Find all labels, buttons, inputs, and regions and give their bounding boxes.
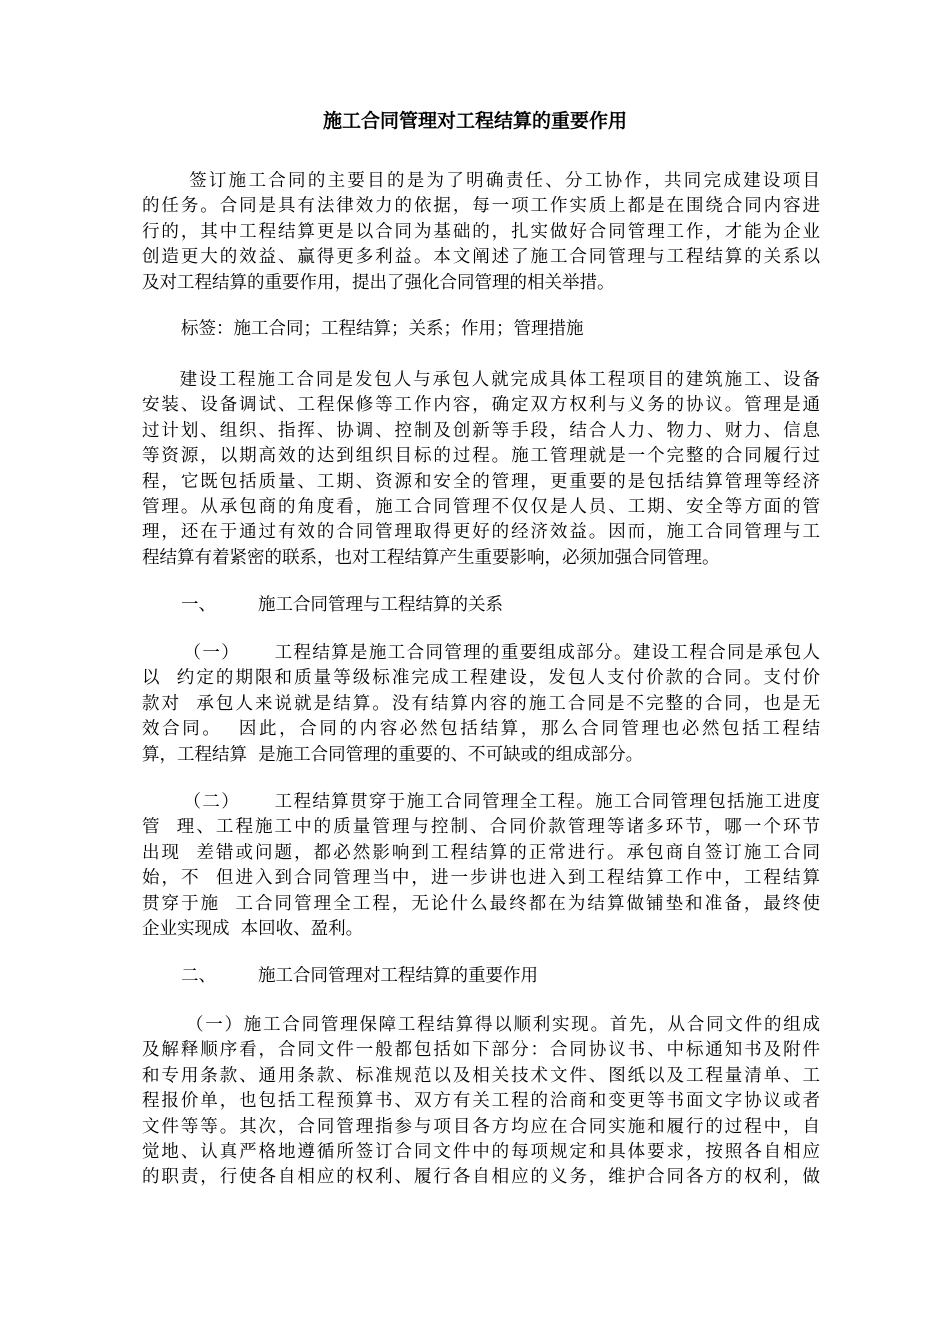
section-1-heading: 施工合同管理与工程结算的关系 xyxy=(258,595,503,615)
section-2-number: 二、 xyxy=(181,966,216,986)
text-line: 管理。从承包商的角度看，施工合同管理不仅仅是人员、工期、安全等方面的管 xyxy=(142,496,820,517)
document-title: 施工合同管理对工程结算的重要作用 xyxy=(322,110,627,132)
keywords-line: 标签：施工合同；工程结算；关系；作用；管理措施 xyxy=(181,319,584,339)
text-line: 文件等等。其次，合同管理指参与项目各方均应在合同实施和履行的过程中，自 xyxy=(142,1116,820,1137)
text-line: 建设工程施工合同是发包人与承包人就完成具体工程项目的建筑施工、设备 xyxy=(142,370,820,390)
text-line: 的任务。合同是具有法律效力的依据，每一项工作实质上都是在围绕合同内容进 xyxy=(142,196,820,217)
text-line: 程结算有着紧密的联系，也对工程结算产生重要影响，必须加强合同管理。 xyxy=(142,547,720,568)
text-line: 觉地、认真严格地遵循所签订合同文件中的每项规定和具体要求，按照各自相应 xyxy=(142,1141,820,1162)
text-line: 安装、设备调试、工程保修等工作内容，确定双方权利与义务的协议。管理是通 xyxy=(142,395,820,416)
text-line: 程，它既包括质量、工期、资源和安全的管理，更重要的是包括结算管理等经济 xyxy=(142,471,820,492)
text-line: 等资源，以期高效的达到组织目标的过程。施工管理就是一个完整的合同履行过 xyxy=(142,446,820,467)
text-line: 贯穿于施 工合同管理全工程，无论什么最终都在为结算做铺垫和准备，最终使 xyxy=(142,893,820,914)
section-2-heading: 施工合同管理对工程结算的重要作用 xyxy=(258,966,538,986)
text-line: 的职责，行使各自相应的权利、履行各自相应的义务，维护合同各方的权利，做 xyxy=(142,1167,820,1188)
section-2-paragraph-1 xyxy=(142,1013,820,1191)
text-line: 以 约定的期限和质量等级标准完成工程建设，发包人支付价款的合同。支付价 xyxy=(142,668,820,689)
text-line: 出现 差错或问题，都必然影响到工程结算的正常进行。承包商自签订施工合同 xyxy=(142,842,820,863)
text-line: 和专用条款、通用条款、标准规范以及相关技术文件、图纸以及工程量清单、工 xyxy=(142,1065,820,1086)
text-line: 款对 承包人来说就是结算。没有结算内容的施工合同是不完整的合同，也是无 xyxy=(142,693,820,714)
text-line: 及对工程结算的重要作用，提出了强化合同管理的相关举措。 xyxy=(142,272,615,293)
text-line: （一） 工程结算是施工合同管理的重要组成部分。建设工程合同是承包人 xyxy=(142,643,820,663)
intro-paragraph xyxy=(142,368,820,571)
text-line: 企业实现成 本回收、盈利。 xyxy=(142,918,364,939)
text-line: 过计划、组织、指挥、协调、控制及创新等手段，结合人力、物力、财力、信息 xyxy=(142,420,820,441)
section-1-paragraph-2 xyxy=(142,790,820,942)
text-line: 创造更大的效益、赢得更多利益。本文阐述了施工合同管理与工程结算的关系以 xyxy=(142,247,820,268)
text-line: 程报价单，也包括工程预算书、双方有关工程的洽商和变更等书面文字协议或者 xyxy=(142,1091,820,1112)
section-1-paragraph-1 xyxy=(142,641,820,768)
abstract-paragraph xyxy=(142,169,820,296)
text-line: 及解释顺序看，合同文件一般都包括如下部分：合同协议书、中标通知书及附件 xyxy=(142,1040,820,1061)
text-line: 管 理、工程施工中的质量管理与控制、合同价款管理等诸多环节，哪一个环节 xyxy=(142,817,820,838)
text-line: 算，工程结算 是施工合同管理的重要的、不可缺或的组成部分。 xyxy=(142,744,644,765)
text-line: 效合同。 因此，合同的内容必然包括结算，那么合同管理也必然包括工程结 xyxy=(142,719,820,740)
section-1-number: 一、 xyxy=(181,595,216,615)
text-line: 理，还在于通过有效的合同管理取得更好的经济效益。因而，施工合同管理与工 xyxy=(142,522,820,543)
text-line: （二） 工程结算贯穿于施工合同管理全工程。施工合同管理包括施工进度 xyxy=(142,792,820,812)
text-line: 始，不 但进入到合同管理当中，进一步讲也进入到工程结算工作中，工程结算 xyxy=(142,868,820,889)
text-line: 签订施工合同的主要目的是为了明确责任、分工协作，共同完成建设项目 xyxy=(142,171,820,191)
text-line: 行的，其中工程结算更是以合同为基础的，扎实做好合同管理工作，才能为企业 xyxy=(142,221,820,242)
text-line: （一）施工合同管理保障工程结算得以顺利实现。首先，从合同文件的组成 xyxy=(142,1015,820,1035)
